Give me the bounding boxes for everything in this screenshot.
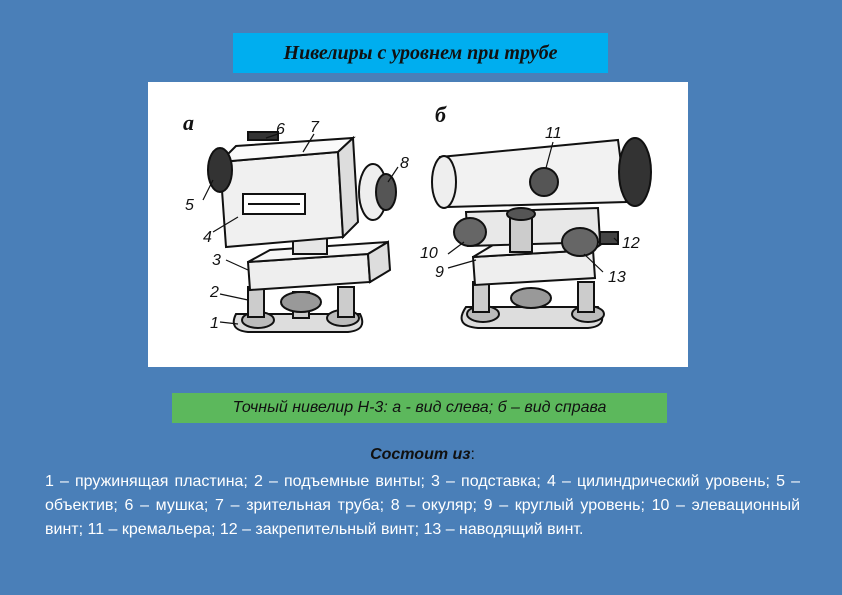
composition-heading-colon: :	[470, 446, 475, 463]
composition-heading	[45, 446, 800, 464]
callout-8: 8	[400, 155, 409, 172]
composition-block	[45, 446, 800, 542]
callout-11: 11	[545, 125, 562, 142]
callout-4: 4	[203, 229, 212, 246]
callout-5: 5	[185, 197, 194, 214]
callout-2: 2	[210, 284, 219, 301]
caption-box	[172, 393, 667, 423]
view-b-label: б	[435, 102, 446, 127]
figure-caption: Точный нивелир Н-3: а - вид слева; б – вид справа	[232, 399, 607, 416]
level-illustration	[148, 82, 688, 367]
callout-12: 12	[622, 235, 640, 252]
view-a-drawing	[208, 132, 396, 332]
callout-10: 10	[420, 245, 438, 262]
level-figure	[148, 82, 688, 367]
callout-3: 3	[212, 252, 221, 269]
composition-heading-text: Состоит из	[370, 446, 471, 463]
callout-6: 6	[276, 121, 285, 138]
composition-text: 1 – пружинящая пластина; 2 – подъемные винты; 3 – подставка; 4 – цилиндрический уровень; 5 – объектив; 6 – мушка; 7 – зрительная труба; 8 – окуляр; 9 – круглый уровень; 10 – элевационный винт; 11 – кремальера; 12 – закрепительный винт; 13 – наводящий винт.	[45, 473, 800, 538]
callout-13: 13	[608, 269, 626, 286]
callout-1: 1	[210, 315, 219, 332]
slide-title: Нивелиры с уровнем при трубе	[283, 41, 558, 64]
callout-9: 9	[435, 264, 444, 281]
view-b-drawing	[432, 138, 651, 328]
view-a-label: а	[183, 110, 194, 135]
callout-7: 7	[310, 119, 319, 136]
title-box	[233, 33, 608, 73]
